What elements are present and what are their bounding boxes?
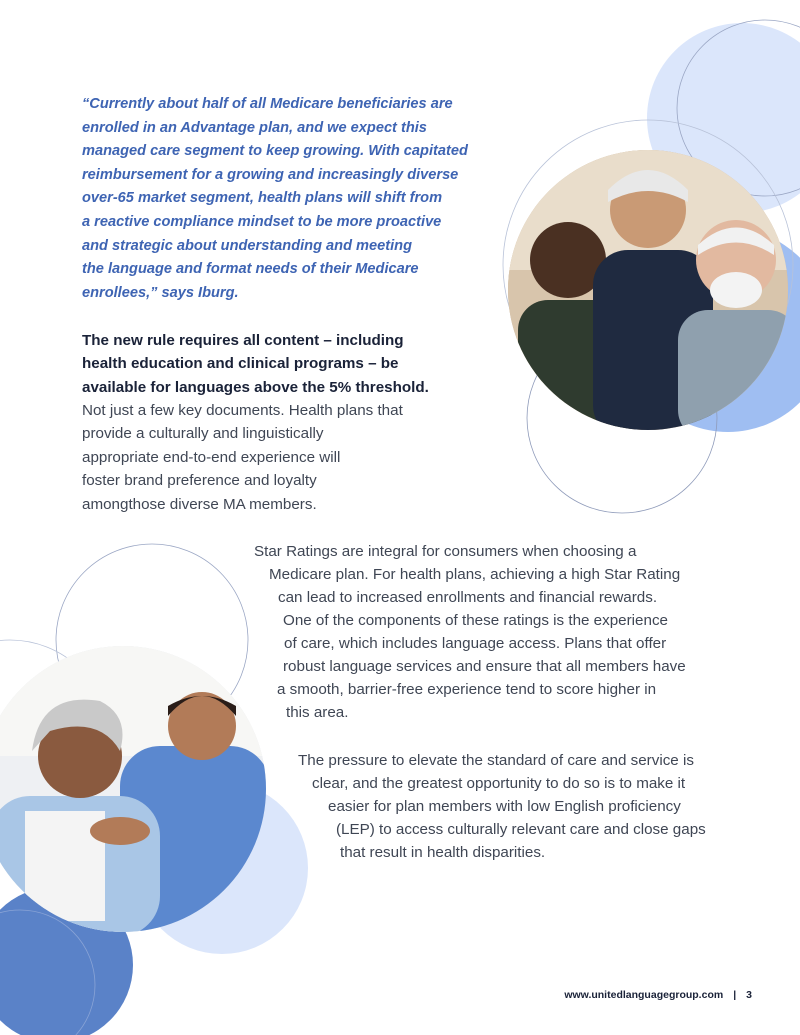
quote-line: enrolled in an Advantage plan, and we expect this bbox=[82, 119, 427, 136]
quote-line: enrollees,” says Iburg. bbox=[82, 284, 239, 301]
quote-line: the language and format needs of their Medicare bbox=[82, 261, 419, 278]
quote-line: “Currently about half of all Medicare beneficiaries are bbox=[82, 96, 453, 112]
star-line: One of the components of these ratings is the experience bbox=[283, 612, 668, 629]
pressure-line: clear, and the greatest opportunity to do so is to make it bbox=[312, 775, 686, 792]
bold-line: available for languages above the 5% threshold. bbox=[82, 378, 429, 396]
star-line: of care, which includes language access. Plans that offer bbox=[284, 635, 667, 652]
page-number: 3 bbox=[746, 989, 752, 1001]
star-line: this area. bbox=[286, 704, 349, 721]
bold-line: health education and clinical programs – be bbox=[82, 355, 399, 373]
pressure-line: The pressure to elevate the standard of care and service is bbox=[298, 752, 694, 769]
body-line: amongthose diverse MA members. bbox=[82, 495, 317, 513]
quote-line: managed care segment to keep growing. With capitated bbox=[82, 143, 468, 160]
page-footer bbox=[564, 989, 752, 1001]
star-line: robust language services and ensure that all members have bbox=[283, 658, 686, 675]
rule-body-paragraph bbox=[82, 399, 482, 516]
body-line: provide a culturally and linguistically bbox=[82, 425, 324, 443]
pull-quote bbox=[82, 93, 522, 305]
footer-separator: | bbox=[733, 989, 737, 1001]
star-line: can lead to increased enrollments and financial rewards. bbox=[278, 589, 658, 606]
quote-line: over-65 market segment, health plans will shift from bbox=[82, 190, 443, 207]
body-line: Not just a few key documents. Health plans that bbox=[82, 402, 403, 419]
photo-three-senior-men bbox=[508, 150, 788, 430]
footer-website: www.unitedlanguagegroup.com bbox=[564, 989, 724, 1001]
pressure-line: easier for plan members with low English proficiency bbox=[328, 798, 681, 815]
bold-line: The new rule requires all content – including bbox=[82, 332, 404, 349]
body-line: appropriate end-to-end experience will bbox=[82, 448, 341, 466]
body-line: foster brand preference and loyalty bbox=[82, 472, 317, 490]
pressure-line: that result in health disparities. bbox=[340, 844, 546, 861]
quote-line: a reactive compliance mindset to be more proactive bbox=[82, 213, 442, 230]
star-line: a smooth, barrier-free experience tend to score higher in bbox=[277, 681, 657, 698]
star-line: Star Ratings are integral for consumers when choosing a bbox=[254, 543, 637, 560]
pressure-line: (LEP) to access culturally relevant care and close gaps bbox=[336, 821, 706, 838]
quote-line: reimbursement for a growing and increasingly diverse bbox=[82, 166, 459, 183]
rule-bold-statement bbox=[82, 329, 482, 399]
star-line: Medicare plan. For health plans, achieving a high Star Rating bbox=[269, 566, 681, 583]
quote-line: and strategic about understanding and meeting bbox=[82, 237, 413, 254]
